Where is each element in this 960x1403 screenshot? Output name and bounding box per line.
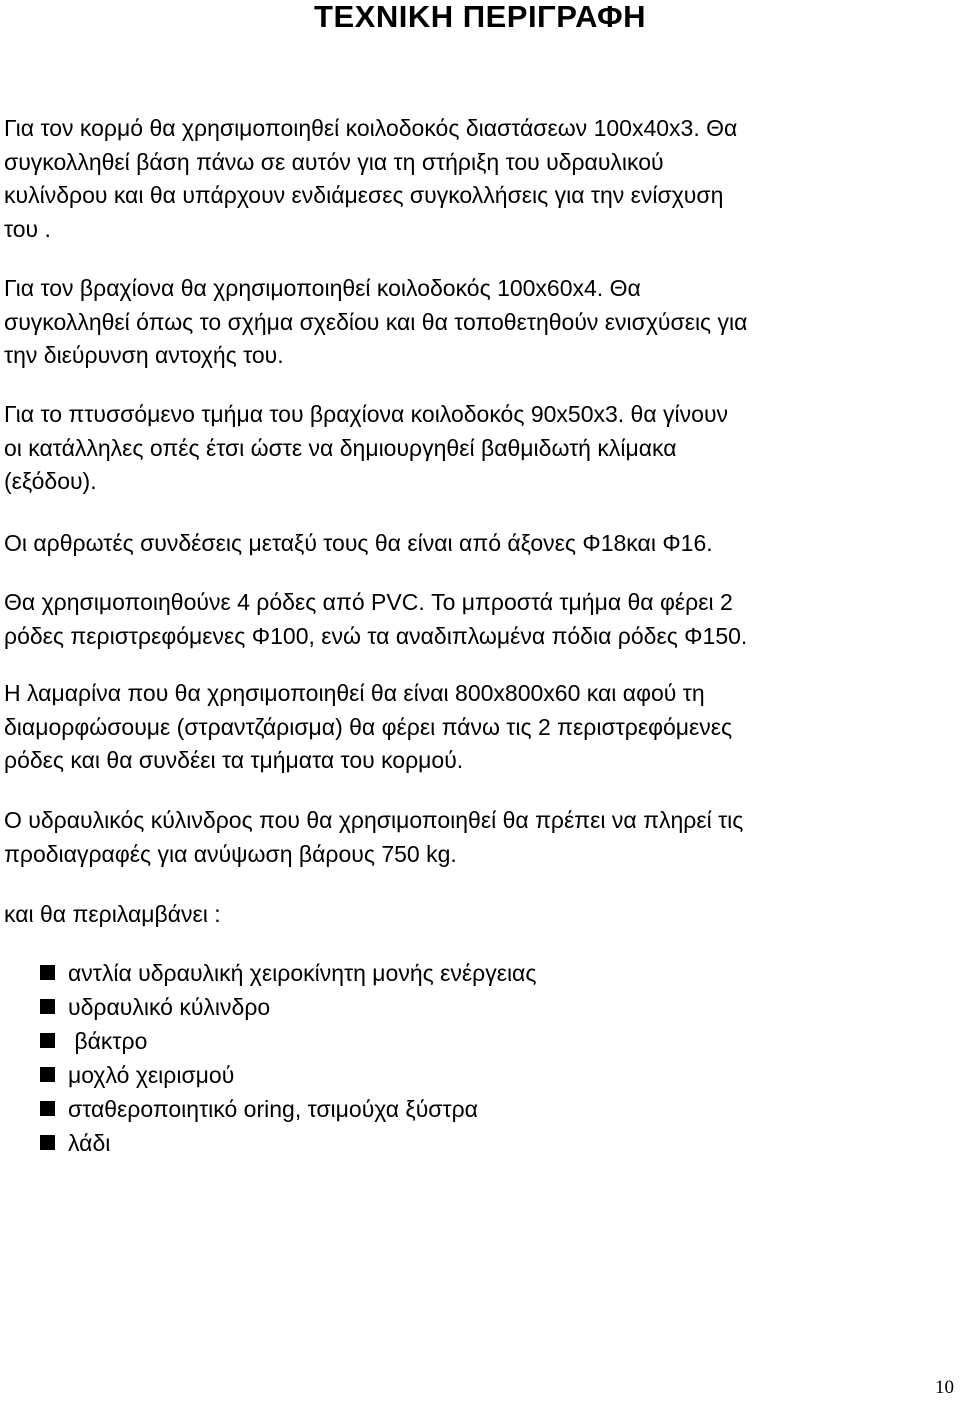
components-list xyxy=(0,956,950,1160)
page-number: 10 xyxy=(935,1377,954,1398)
list-item-text: μοχλό χειρισμού xyxy=(68,1062,235,1088)
list-item xyxy=(0,1126,950,1160)
text-line: Για το πτυσσόμενο τμήμα του βραχίονα κοιλοδοκός 90x50x3. θα γίνουν xyxy=(4,401,729,427)
list-item-text: σταθεροποιητικό oring, τσιμούχα ξύστρα xyxy=(68,1096,478,1122)
text-line: Για τον βραχίονα θα χρησιμοποιηθεί κοιλοδοκός 100x60x4. Θα xyxy=(4,275,641,301)
paragraph-includes xyxy=(4,898,954,932)
paragraph-arm xyxy=(4,272,954,373)
text-line: Για τον κορμό θα χρησιμοποιηθεί κοιλοδοκός διαστάσεων 100x40x3. Θα xyxy=(4,115,738,141)
text-line: ρόδες περιστρεφόμενες Φ100, ενώ τα αναδιπλωμένα πόδια ρόδες Φ150. xyxy=(4,622,748,649)
list-item xyxy=(0,1024,950,1058)
text-line: Θα χρησιμοποιηθούνε 4 ρόδες από PVC. Το μπροστά τμήμα θα φέρει 2 xyxy=(4,589,733,615)
paragraph-joints xyxy=(4,527,954,561)
square-bullet-icon xyxy=(40,965,55,980)
text-line: συγκολληθεί βάση πάνω σε αυτόν για τη στήριξη του υδραυλικού xyxy=(4,148,664,175)
text-line: και θα περιλαμβάνει : xyxy=(4,901,221,927)
square-bullet-icon xyxy=(40,1067,55,1082)
text-line: Η λαμαρίνα που θα χρησιμοποιηθεί θα είναι 800x800x60 και αφού τη xyxy=(4,680,705,706)
text-line: (εξόδου). xyxy=(4,468,97,494)
text-line: την διεύρυνση αντοχής του. xyxy=(4,342,284,368)
text-line: Οι αρθρωτές συνδέσεις μεταξύ τους θα είναι από άξονες Φ18και Φ16. xyxy=(4,530,713,556)
square-bullet-icon xyxy=(40,1135,55,1150)
text-line: προδιαγραφές για ανύψωση βάρους 750 kg. xyxy=(4,840,457,867)
text-line: οι κατάλληλες οπές έτσι ώστε να δημιουργηθεί βαθμιδωτή κλίμακα xyxy=(4,434,677,461)
paragraph-hydraulic-cylinder xyxy=(4,804,954,871)
page-title: ΤΕΧΝΙΚΗ ΠΕΡΙΓΡΑΦΗ xyxy=(314,0,646,34)
list-item xyxy=(0,1058,950,1092)
text-line: συγκολληθεί όπως το σχήμα σχεδίου και θα τοποθετηθούν ενισχύσεις για xyxy=(4,308,748,335)
list-item-text: βάκτρο xyxy=(68,1028,148,1054)
square-bullet-icon xyxy=(40,999,55,1014)
list-item-text: αντλία υδραυλική χειροκίνητη μονής ενέργειας xyxy=(68,960,537,986)
text-line: διαμορφώσουμε (στραντζάρισμα) θα φέρει πάνω τις 2 περιστρεφόμενες xyxy=(4,713,733,740)
paragraph-sheet-metal xyxy=(4,677,954,778)
text-line: ρόδες και θα συνδέει τα τμήματα του κορμού. xyxy=(4,747,464,773)
paragraph-folding-section xyxy=(4,398,954,499)
paragraph-body xyxy=(4,112,954,246)
list-item xyxy=(0,990,950,1024)
text-line: κυλίνδρου και θα υπάρχουν ενδιάμεσες συγκολλήσεις για την ενίσχυση xyxy=(4,182,724,208)
paragraph-wheels xyxy=(4,586,954,653)
list-item-text: υδραυλικό κύλινδρο xyxy=(68,994,271,1020)
text-line: Ο υδραυλικός κύλινδρος που θα χρησιμοποιηθεί θα πρέπει να πληρεί τις xyxy=(4,807,744,833)
list-item xyxy=(0,956,950,990)
square-bullet-icon xyxy=(40,1033,55,1048)
square-bullet-icon xyxy=(40,1101,55,1116)
list-item-text: λάδι xyxy=(68,1130,111,1156)
text-line: του . xyxy=(4,215,51,242)
list-item xyxy=(0,1092,950,1126)
